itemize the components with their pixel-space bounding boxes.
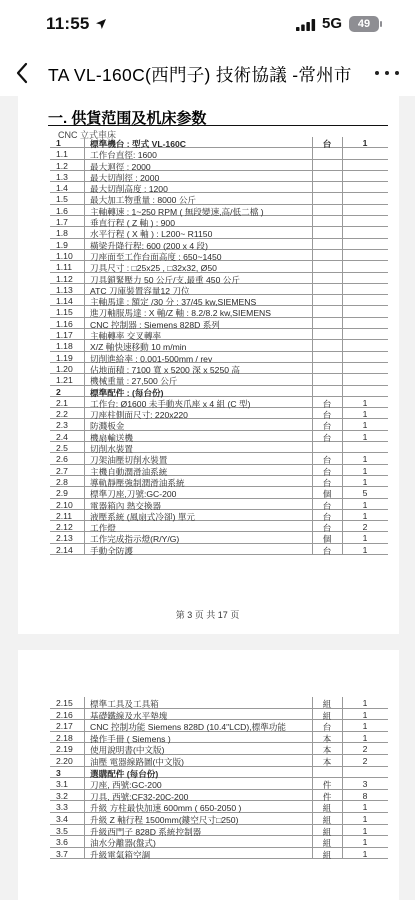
item-description: 使用說明書(中文版) [90, 745, 165, 756]
table-row [50, 499, 388, 510]
nav-bar [0, 50, 415, 96]
section-divider [48, 125, 388, 126]
item-number: 1.7 [56, 217, 68, 228]
item-quantity: 1 [362, 397, 368, 408]
item-description: ATC 刀庫裝置容量12 刀位 [90, 285, 190, 296]
spec-table-page-4 [50, 697, 388, 859]
item-number: 2.17 [56, 721, 73, 732]
table-row [50, 386, 388, 397]
table-row [50, 250, 388, 261]
item-quantity: 1 [362, 138, 368, 148]
item-number: 2.15 [56, 698, 73, 708]
table-row [50, 825, 388, 837]
table-row [50, 352, 388, 363]
col-divider-number [84, 137, 85, 555]
item-quantity: 2 [362, 755, 368, 766]
item-number: 2.4 [56, 431, 68, 442]
item-description: 工作台直徑: 1600 [90, 150, 157, 161]
table-row [50, 453, 388, 464]
item-description: CNC 控制器 : Siemens 828D 系列 [90, 319, 220, 330]
item-description: 切削進給率 : 0.001-500mm / rev [90, 353, 213, 364]
item-number: 3.6 [56, 837, 68, 848]
item-description: 升級西門子 828D 系統控制器 [90, 826, 202, 837]
item-unit: 台 [322, 500, 332, 511]
item-number: 2 [56, 386, 61, 397]
col-divider-description [312, 137, 313, 555]
item-unit: 件 [322, 791, 332, 802]
item-number: 3.2 [56, 790, 68, 801]
table-row [50, 137, 388, 148]
item-number: 1.18 [56, 341, 73, 352]
item-quantity: 2 [362, 744, 368, 755]
item-number: 3.3 [56, 802, 68, 813]
table-row [50, 419, 388, 430]
item-description: 刀架油壓切削水裝置 [90, 455, 168, 466]
item-number: 1.13 [56, 284, 73, 295]
table-row [50, 697, 388, 709]
item-number: 1.19 [56, 352, 73, 363]
item-description: X/Z 軸快速移動 10 m/min [90, 342, 187, 353]
table-row [50, 532, 388, 543]
item-description: 刀具鎖緊壓力 50 公斤/支,最重 450 公斤 [90, 274, 240, 285]
item-description: 標準機台 : 型式 VL-160C [90, 139, 186, 149]
item-number: 1.1 [56, 149, 68, 160]
item-unit: 台 [322, 545, 332, 556]
table-row [50, 318, 388, 329]
item-description: 最大加工物重量 : 8000 公斤 [90, 195, 197, 206]
item-quantity: 1 [362, 698, 368, 708]
section-title: 一. 供貨范围及机床参数 [48, 110, 207, 127]
item-number: 2.13 [56, 533, 73, 544]
item-unit: 個 [322, 489, 332, 500]
table-row [50, 732, 388, 744]
item-number: 2.16 [56, 709, 73, 720]
table-row [50, 487, 388, 498]
item-number: 2.1 [56, 397, 68, 408]
item-number: 2.8 [56, 476, 68, 487]
item-quantity: 1 [362, 409, 368, 420]
item-number: 2.9 [56, 488, 68, 499]
table-row [50, 755, 388, 767]
item-number: 2.2 [56, 409, 68, 420]
col-divider-number [84, 697, 85, 859]
table-row [50, 521, 388, 532]
battery-icon [349, 16, 379, 32]
col-divider-unit [342, 697, 343, 859]
item-quantity: 1 [362, 454, 368, 465]
item-description: 刀具, 西號:CF32-20C-200 [90, 791, 189, 802]
item-description: 橫梁升降行程: 600 (200 x 4 段) [90, 240, 208, 251]
item-unit: 組 [322, 826, 332, 837]
table-row [50, 442, 388, 453]
item-unit: 台 [322, 432, 332, 443]
item-number: 1.9 [56, 239, 68, 250]
item-number: 1.5 [56, 194, 68, 205]
item-number: 2.14 [56, 544, 73, 555]
table-row [50, 465, 388, 476]
item-quantity: 8 [362, 790, 368, 801]
back-chevron-icon[interactable] [10, 60, 36, 86]
item-quantity: 2 [362, 522, 368, 533]
item-number: 1 [56, 138, 61, 148]
item-number: 3.1 [56, 779, 68, 790]
table-row [50, 476, 388, 487]
item-unit: 組 [322, 710, 332, 721]
more-options-icon[interactable] [372, 62, 402, 84]
item-number: 2.19 [56, 744, 73, 755]
table-row [50, 778, 388, 790]
item-quantity: 1 [362, 721, 368, 732]
item-description: 最大切削徑 : 2000 [90, 172, 160, 183]
item-unit: 台 [322, 410, 332, 421]
item-unit: 台 [322, 455, 332, 466]
item-number: 1.3 [56, 171, 68, 182]
table-row [50, 836, 388, 848]
item-description: 標準工具及工具箱 [90, 699, 159, 709]
item-number: 1.20 [56, 363, 73, 374]
item-description: 標準配件 : (每台份) [90, 387, 164, 398]
item-quantity: 1 [362, 837, 368, 848]
item-unit: 組 [322, 849, 332, 860]
item-description: 標準刀座,刀號:GC-200 [90, 489, 177, 500]
item-number: 2.20 [56, 755, 73, 766]
item-unit: 台 [322, 477, 332, 488]
spec-table-page-3 [50, 137, 388, 555]
item-unit: 台 [322, 511, 332, 522]
item-quantity: 1 [362, 499, 368, 510]
item-description: 刀座, 西號:GC-200 [90, 780, 162, 791]
item-description: 主軸馬達 : 額定 /30 分 : 37/45 kw,SIEMENS [90, 297, 257, 308]
item-description: 主軸轉速 : 1~250 RPM ( 無段變速,高/低二檔 ) [90, 206, 264, 217]
battery-cap [380, 21, 382, 27]
item-number: 1.15 [56, 307, 73, 318]
item-description: 升級 方柱最快加速 600mm ( 650-2050 ) [90, 803, 242, 814]
table-row [50, 790, 388, 802]
item-description: 切削水裝置 [90, 444, 133, 455]
item-quantity: 1 [362, 476, 368, 487]
item-number: 2.6 [56, 454, 68, 465]
item-number: 1.10 [56, 250, 73, 261]
table-row [50, 216, 388, 227]
item-unit: 個 [322, 534, 332, 545]
table-row [50, 720, 388, 732]
item-unit: 台 [322, 139, 332, 149]
item-description: 機械重量 : 27,500 公斤 [90, 376, 178, 387]
table-row [50, 431, 388, 442]
item-unit: 台 [322, 722, 332, 733]
status-bar [0, 0, 415, 50]
table-row [50, 408, 388, 419]
item-quantity: 1 [362, 533, 368, 544]
item-quantity: 1 [362, 802, 368, 813]
item-description: 進刀軸服馬達 : X 軸/Z 軸 : 8.2/8.2 kw,SIEMENS [90, 308, 271, 319]
item-description: 水平行程 ( X 軸 ) : L200~ R1150 [90, 229, 213, 240]
item-number: 2.3 [56, 420, 68, 431]
table-row [50, 171, 388, 182]
item-unit: 台 [322, 421, 332, 432]
item-unit: 組 [322, 699, 332, 709]
location-arrow-icon [95, 18, 107, 30]
item-quantity: 1 [362, 431, 368, 442]
item-number: 1.2 [56, 160, 68, 171]
item-unit: 組 [322, 803, 332, 814]
item-number: 3.7 [56, 848, 68, 859]
battery-level: 49 [357, 18, 371, 30]
col-divider-description [312, 697, 313, 859]
item-number: 3.5 [56, 825, 68, 836]
item-description: 升級 Z 軸行程 1500mm(鏤空尺寸□250) [90, 814, 239, 825]
table-row [50, 397, 388, 408]
table-row [50, 544, 388, 555]
table-row [50, 329, 388, 340]
table-row [50, 261, 388, 272]
item-description: 液壓系統 (風扇式冷卻) 單元 [90, 511, 196, 522]
item-number: 2.7 [56, 465, 68, 476]
table-row [50, 767, 388, 779]
table-row [50, 363, 388, 374]
item-description: 最大切削高度 : 1200 [90, 184, 168, 195]
table-row [50, 801, 388, 813]
item-number: 2.11 [56, 510, 73, 521]
table-row [50, 227, 388, 238]
table-row [50, 239, 388, 250]
item-quantity: 1 [362, 510, 368, 521]
table-row [50, 306, 388, 317]
item-description: 主軸轉率 交叉轉率 [90, 331, 162, 342]
item-quantity: 1 [362, 420, 368, 431]
item-unit: 台 [322, 398, 332, 409]
table-row [50, 148, 388, 159]
table-subhead: CNC 立式車床 [58, 130, 116, 140]
item-number: 2.12 [56, 522, 73, 533]
table-row [50, 193, 388, 204]
item-unit: 本 [322, 745, 332, 756]
item-description: 油水分離器(盤式) [90, 838, 156, 849]
item-number: 2.5 [56, 443, 68, 454]
table-row [50, 160, 388, 171]
item-description: 選購配件 (每台份) [90, 768, 159, 779]
item-description: CNC 控制功能 Siemens 828D (10.4"LCD),標準功能 [90, 722, 286, 733]
item-unit: 台 [322, 466, 332, 477]
network-type: 5G [322, 15, 343, 32]
item-number: 3.4 [56, 813, 68, 824]
item-number: 1.17 [56, 330, 73, 341]
item-number: 1.14 [56, 296, 73, 307]
item-number: 1.16 [56, 318, 73, 329]
page-footer: 第 3 页 共 17 页 [175, 610, 240, 620]
item-description: 刀座柱側面尺寸: 220x220 [90, 410, 188, 421]
item-description: 工作燈 [90, 523, 116, 534]
item-quantity: 1 [362, 813, 368, 824]
item-description: 垂直行程 ( Z 軸 ) : 900 [90, 218, 175, 229]
table-row [50, 273, 388, 284]
item-unit: 本 [322, 756, 332, 767]
item-number: 1.6 [56, 205, 68, 216]
item-unit: 件 [322, 780, 332, 791]
item-unit: 組 [322, 838, 332, 849]
item-number: 1.4 [56, 183, 68, 194]
item-description: 電器箱內 熱交換器 [90, 500, 162, 511]
item-description: 工作完成指示燈(R/Y/G) [90, 534, 180, 545]
table-row [50, 510, 388, 521]
table-row [50, 813, 388, 825]
item-description: 基礎鐵線及水平墊塊 [90, 710, 168, 721]
item-quantity: 1 [362, 825, 368, 836]
table-row [50, 340, 388, 351]
item-unit: 組 [322, 814, 332, 825]
item-description: 最大迴徑 : 2000 [90, 161, 151, 172]
item-quantity: 1 [362, 848, 368, 859]
item-unit: 本 [322, 733, 332, 744]
table-row [50, 709, 388, 721]
item-description: 升級電氣箱空調 [90, 849, 151, 860]
item-number: 1.12 [56, 273, 73, 284]
table-row [50, 743, 388, 755]
item-number: 2.18 [56, 732, 73, 743]
table-row [50, 295, 388, 306]
item-number: 2.10 [56, 499, 73, 510]
item-description: 工作台: Ø1600 未手動夾爪座 x 4 組 (C 型) [90, 398, 251, 409]
table-row [50, 284, 388, 295]
col-divider-unit [342, 137, 343, 555]
item-description: 機扇輸送機 [90, 432, 133, 443]
item-description: 刀座面至工作台面高度 : 650~1450 [90, 251, 222, 262]
item-number: 1.21 [56, 375, 73, 386]
table-row [50, 205, 388, 216]
item-description: 操作手冊 ( Siemens ) [90, 733, 171, 744]
item-quantity: 1 [362, 709, 368, 720]
item-description: 防濺板金 [90, 421, 125, 432]
item-quantity: 3 [362, 779, 368, 790]
item-description: 主機自動潤滑油系統 [90, 466, 168, 477]
table-row [50, 374, 388, 385]
document-title: TA VL-160C(西門子) 技術協議 -常州市 [48, 65, 352, 85]
table-row [50, 848, 388, 860]
item-unit: 台 [322, 523, 332, 534]
item-number: 3 [56, 767, 61, 778]
item-quantity: 5 [362, 488, 368, 499]
item-number: 1.11 [56, 262, 73, 273]
item-description: 佔地面積 : 7100 寬 x 5200 深 x 5250 高 [90, 364, 240, 375]
item-description: 手動全防護 [90, 545, 133, 556]
table-row [50, 182, 388, 193]
status-time: 11:55 [46, 14, 90, 33]
item-description: 導軌靜壓強制潤滑油系統 [90, 477, 185, 488]
item-number: 1.8 [56, 228, 68, 239]
item-quantity: 1 [362, 732, 368, 743]
item-description: 刀具尺寸 : □25x25 , □32x32, Ø50 [90, 263, 217, 274]
item-description: 油壓 電器線路圖(中文版) [90, 756, 185, 767]
signal-bars-icon [296, 19, 316, 31]
item-quantity: 1 [362, 544, 368, 555]
item-quantity: 1 [362, 465, 368, 476]
